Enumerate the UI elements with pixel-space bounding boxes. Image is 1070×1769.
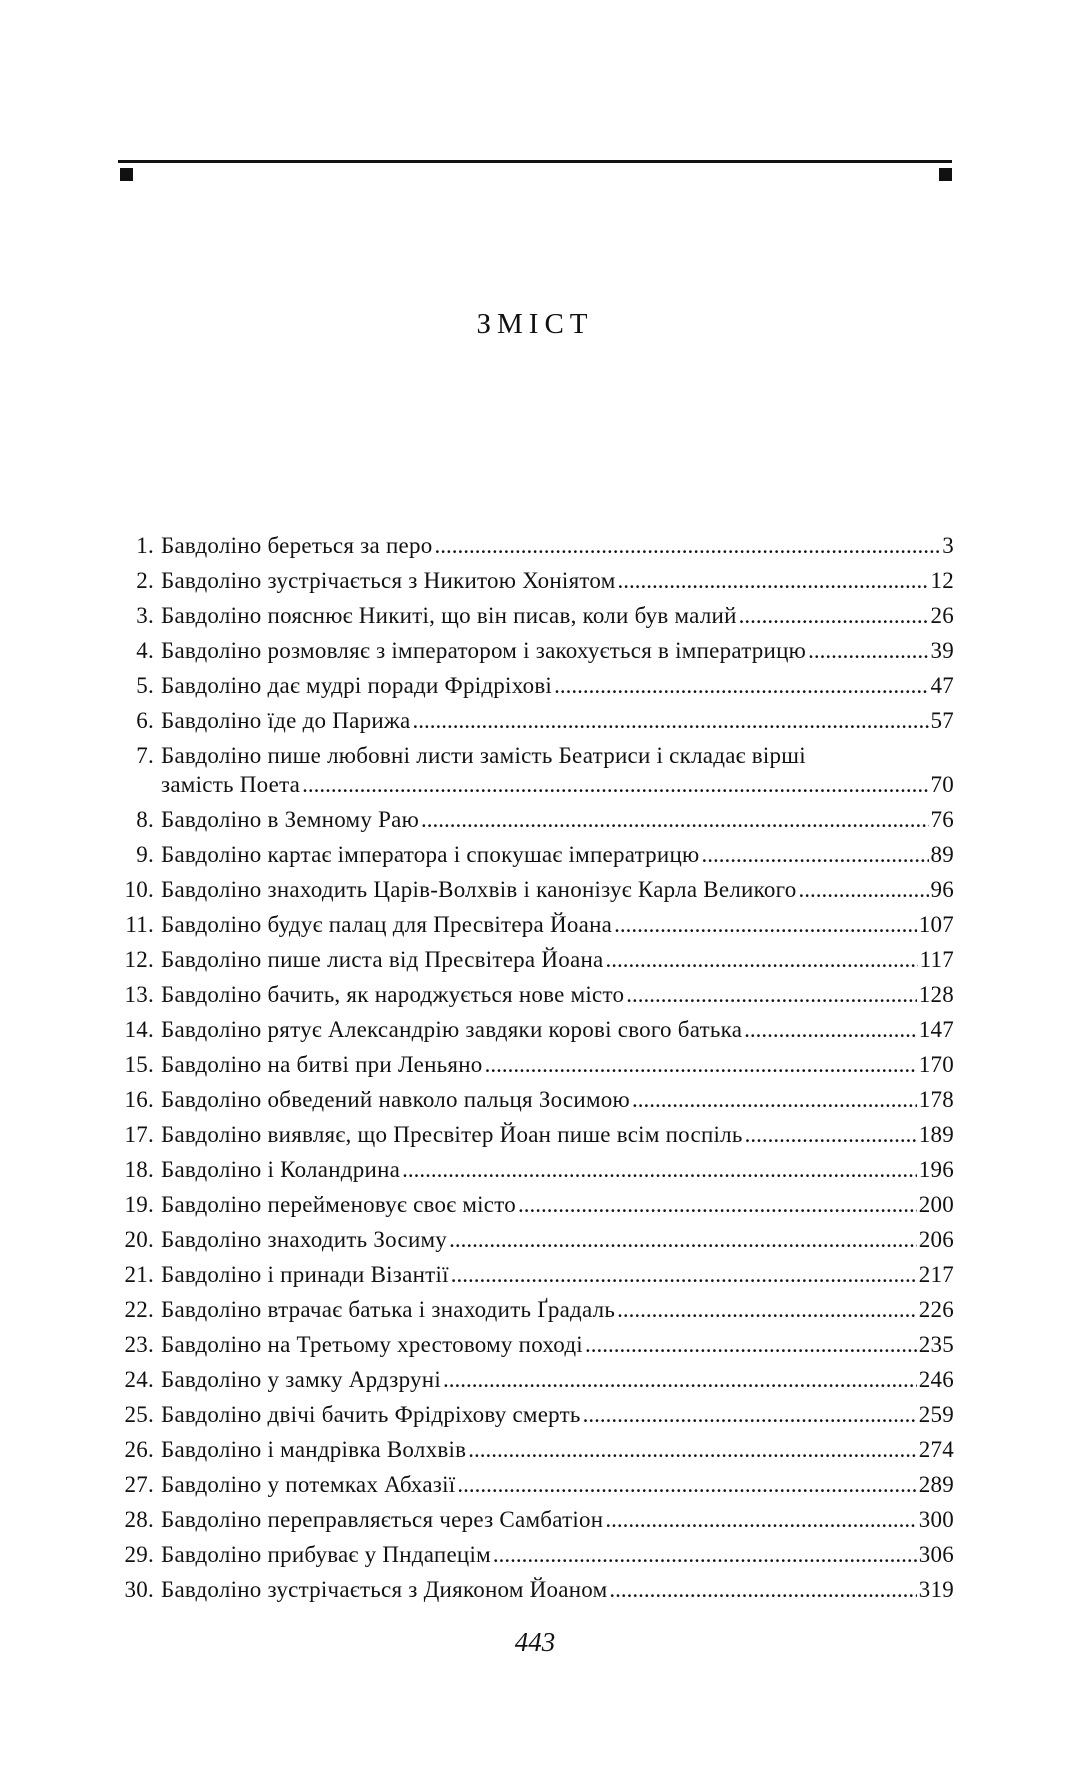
toc-entry-line	[161, 910, 954, 939]
toc-entry-number: 8.	[136, 807, 154, 832]
toc-entry	[118, 945, 954, 974]
toc-entry-body	[161, 1295, 954, 1324]
toc-dot-leader	[808, 636, 928, 665]
toc-entry-title: Бавдоліно береться за перо	[161, 533, 433, 558]
toc-entry-title: Бавдоліно рятує Александрію завдяки корові свого батька	[161, 1017, 743, 1042]
toc-entry-body	[161, 706, 954, 735]
toc-entry-line	[161, 1050, 954, 1079]
toc-entry-body	[161, 566, 954, 595]
toc-entry-body	[161, 1260, 954, 1289]
toc-entry-number: 4.	[136, 638, 154, 663]
toc-dot-leader	[632, 1085, 917, 1114]
toc-entry-page: 26	[930, 603, 954, 628]
toc-entry-line	[161, 1085, 954, 1114]
toc-dot-leader	[451, 1260, 917, 1289]
toc-entry-title: Бавдоліно пише любовні листи замість Беатриси і складає вірші	[161, 743, 806, 768]
toc-entry-page: 200	[918, 1192, 954, 1217]
toc-dot-leader	[609, 1575, 916, 1604]
toc-entry-page: 147	[918, 1017, 954, 1042]
toc-entry-line	[161, 706, 954, 735]
toc-entry-number: 18.	[124, 1157, 154, 1182]
toc-entry-page: 3	[942, 533, 954, 558]
toc-entry	[118, 1015, 954, 1044]
toc-entry-body	[161, 1015, 954, 1044]
toc-entry-page: 217	[918, 1262, 954, 1287]
toc-entry-title: Бавдоліно в Земному Раю	[161, 807, 420, 832]
toc-entry-title: Бавдоліно бачить, як народжується нове місто	[161, 982, 625, 1007]
toc-entry-body	[161, 671, 954, 700]
toc-entry-number: 20.	[124, 1227, 154, 1252]
toc-entry-page: 289	[918, 1472, 954, 1497]
toc-entry-page: 107	[918, 912, 954, 937]
toc-entry-page: 206	[918, 1227, 954, 1252]
toc-entry-number: 5.	[136, 673, 154, 698]
toc-entry-page: 128	[918, 982, 954, 1007]
toc-entry-page: 12	[930, 568, 954, 593]
toc-entry	[118, 671, 954, 700]
toc-entry-number: 14.	[124, 1017, 154, 1042]
toc-dot-leader	[798, 875, 928, 904]
toc-entry-page: 117	[919, 947, 954, 972]
toc-entry-line	[161, 770, 954, 799]
toc-entry-body	[161, 1575, 954, 1604]
toc-entry-title: замість Поета	[161, 772, 301, 797]
toc-entry	[118, 1190, 954, 1219]
toc-entry	[118, 840, 954, 869]
toc-entry-line	[161, 1120, 954, 1149]
toc-entry	[118, 1225, 954, 1254]
toc-entry	[118, 706, 954, 735]
toc-entry-body	[161, 1365, 954, 1394]
toc-entry-line	[161, 1295, 954, 1324]
toc-entry-line	[161, 1435, 954, 1464]
toc-entry-title: Бавдоліно втрачає батька і знаходить Ґрадаль	[161, 1297, 616, 1322]
toc-entry-number: 6.	[136, 708, 154, 733]
toc-entry	[118, 601, 954, 630]
toc-entry-number: 22.	[124, 1297, 154, 1322]
toc-entry-line	[161, 566, 954, 595]
toc-dot-leader	[605, 945, 917, 974]
toc-entry-body	[161, 910, 954, 939]
toc-entry-page: 235	[918, 1332, 954, 1357]
toc-entry-number: 21.	[124, 1262, 154, 1287]
toc-entry-title: Бавдоліно зустрічається з Дияконом Йоаном	[161, 1577, 608, 1602]
toc-entry-body	[161, 741, 954, 799]
toc-entry	[118, 566, 954, 595]
toc-entry-line	[161, 1575, 954, 1604]
toc-dot-leader	[457, 1470, 916, 1499]
toc-entry-number: 15.	[124, 1052, 154, 1077]
toc-entry-body	[161, 531, 954, 560]
toc-entry-body	[161, 601, 954, 630]
toc-dot-leader	[413, 706, 929, 735]
toc-entry-title: Бавдоліно картає імператора і спокушає імператрицю	[161, 842, 700, 867]
toc-entry-page: 70	[930, 772, 954, 797]
toc-entry-page: 246	[918, 1367, 954, 1392]
toc-entry-number: 27.	[124, 1472, 154, 1497]
toc-entry-page: 178	[918, 1087, 954, 1112]
toc-entry-number: 1.	[136, 533, 154, 558]
toc-entry-title: Бавдоліно зустрічається з Никитою Хоніятом	[161, 568, 616, 593]
toc-entry	[118, 1435, 954, 1464]
toc-entry-body	[161, 1190, 954, 1219]
toc-entry-title: Бавдоліно перейменовує своє місто	[161, 1192, 517, 1217]
toc-entry-title: Бавдоліно пояснює Никиті, що він писав, коли був малий	[161, 603, 737, 628]
toc-entry-number: 26.	[124, 1437, 154, 1462]
toc-dot-leader	[605, 1505, 916, 1534]
toc-entry-page: 306	[918, 1542, 954, 1567]
toc-entry-title: Бавдоліно двічі бачить Фрідріхову смерть	[161, 1402, 581, 1427]
toc-entry-line	[161, 1505, 954, 1534]
toc-entry-line	[161, 945, 954, 974]
toc-entry-page: 259	[918, 1402, 954, 1427]
toc-entry-body	[161, 1400, 954, 1429]
toc-entry-title: Бавдоліно обведений навколо пальця Зосимою	[161, 1087, 630, 1112]
toc-entry-number: 17.	[124, 1122, 154, 1147]
toc-entry-number: 25.	[124, 1402, 154, 1427]
toc-entry-body	[161, 1120, 954, 1149]
toc-entry-body	[161, 980, 954, 1009]
toc-entry-line	[161, 531, 954, 560]
toc-entry-number: 11.	[125, 912, 154, 937]
toc-entry-body	[161, 1435, 954, 1464]
toc-dot-leader	[449, 1225, 917, 1254]
toc-dot-leader	[434, 531, 940, 560]
toc-entry-number: 30.	[124, 1577, 154, 1602]
toc-entry-number: 23.	[124, 1332, 154, 1357]
toc-entry-line	[161, 741, 954, 770]
toc-entry	[118, 1330, 954, 1359]
toc-dot-leader	[739, 601, 929, 630]
toc-entry	[118, 910, 954, 939]
toc-entry-title: Бавдоліно виявляє, що Пресвітер Йоан пише всім поспіль	[161, 1122, 743, 1147]
toc-entry-page: 47	[930, 673, 954, 698]
toc-entry-page: 57	[930, 708, 954, 733]
toc-dot-leader	[421, 805, 928, 834]
toc-entry	[118, 1540, 954, 1569]
toc-entry	[118, 636, 954, 665]
toc-dot-leader	[554, 671, 928, 700]
toc-entry-page: 196	[918, 1157, 954, 1182]
toc-entry-page: 300	[918, 1507, 954, 1532]
toc-entry-title: Бавдоліно пише листа від Пресвітера Йоана	[161, 947, 604, 972]
header-corner-square-right	[939, 168, 952, 181]
toc-entry	[118, 1120, 954, 1149]
toc-dot-leader	[626, 980, 917, 1009]
toc-entry-line	[161, 875, 954, 904]
toc-entry-page: 319	[918, 1577, 954, 1602]
toc-entry-body	[161, 1505, 954, 1534]
toc-entry-body	[161, 840, 954, 869]
toc-entry-body	[161, 1155, 954, 1184]
toc-entry-line	[161, 805, 954, 834]
toc-entry-title: Бавдоліно переправляється через Самбатіон	[161, 1507, 604, 1532]
page-number: 443	[514, 1627, 556, 1657]
toc-entry	[118, 875, 954, 904]
toc-entry-number: 29.	[124, 1542, 154, 1567]
toc-entry-body	[161, 875, 954, 904]
toc-dot-leader	[745, 1120, 917, 1149]
toc-entry	[118, 980, 954, 1009]
toc-entry-page: 226	[918, 1297, 954, 1322]
toc-entry-number: 9.	[136, 842, 154, 867]
toc-entry-line	[161, 840, 954, 869]
toc-entry-line	[161, 1190, 954, 1219]
toc-entry-page: 39	[930, 638, 954, 663]
toc-entry-title: Бавдоліно знаходить Царів-Волхвів і канонізує Карла Великого	[161, 877, 797, 902]
toc-entry-title: Бавдоліно у замку Ардзруні	[161, 1367, 441, 1392]
toc-entry-body	[161, 636, 954, 665]
toc-entry	[118, 1505, 954, 1534]
toc-entry	[118, 1085, 954, 1114]
toc-entry-body	[161, 805, 954, 834]
toc-entry-title: Бавдоліно на битві при Леньяно	[161, 1052, 483, 1077]
table-of-contents	[118, 531, 954, 1610]
toc-entry-title: Бавдоліно знаходить Зосиму	[161, 1227, 448, 1252]
toc-entry	[118, 1155, 954, 1184]
toc-entry-line	[161, 1015, 954, 1044]
toc-entry-title: Бавдоліно прибуває у Пндапецім	[161, 1542, 491, 1567]
toc-entry	[118, 1470, 954, 1499]
toc-entry-title: Бавдоліно і мандрівка Волхвів	[161, 1437, 467, 1462]
toc-dot-leader	[302, 770, 928, 799]
toc-entry-number: 12.	[124, 947, 154, 972]
toc-entry	[118, 805, 954, 834]
toc-entry	[118, 1400, 954, 1429]
toc-dot-leader	[614, 910, 917, 939]
toc-dot-leader	[518, 1190, 917, 1219]
toc-entry-line	[161, 1260, 954, 1289]
toc-entry-page: 96	[930, 877, 954, 902]
toc-entry-number: 7.	[136, 743, 154, 768]
toc-entry-title: Бавдоліно їде до Парижа	[161, 708, 411, 733]
toc-entry-line	[161, 1225, 954, 1254]
toc-entry-page: 76	[930, 807, 954, 832]
toc-dot-leader	[618, 566, 929, 595]
toc-entry-body	[161, 945, 954, 974]
toc-entry-line	[161, 980, 954, 1009]
toc-entry-line	[161, 1400, 954, 1429]
header-rule	[118, 160, 952, 163]
toc-dot-leader	[583, 1400, 917, 1429]
toc-entry-title: Бавдоліно розмовляє з імператором і закохується в імператрицю	[161, 638, 807, 663]
header-corner-square-left	[120, 168, 133, 181]
toc-entry-number: 2.	[136, 568, 154, 593]
toc-entry-number: 3.	[136, 603, 154, 628]
toc-entry	[118, 1365, 954, 1394]
toc-entry-page: 189	[918, 1122, 954, 1147]
toc-entry	[118, 741, 954, 799]
toc-entry-line	[161, 1470, 954, 1499]
toc-entry-body	[161, 1470, 954, 1499]
toc-dot-leader	[744, 1015, 917, 1044]
toc-entry-page: 274	[918, 1437, 954, 1462]
toc-entry-number: 13.	[124, 982, 154, 1007]
toc-entry-line	[161, 1365, 954, 1394]
toc-entry-number: 19.	[124, 1192, 154, 1217]
toc-dot-leader	[485, 1050, 917, 1079]
toc-entry-line	[161, 636, 954, 665]
toc-entry-title: Бавдоліно і принади Візантії	[161, 1262, 449, 1287]
toc-dot-leader	[585, 1330, 917, 1359]
toc-entry-line	[161, 1155, 954, 1184]
toc-entry	[118, 1575, 954, 1604]
toc-entry-body	[161, 1050, 954, 1079]
toc-dot-leader	[402, 1155, 917, 1184]
page-title: ЗМІСТ	[476, 308, 594, 340]
toc-dot-leader	[443, 1365, 917, 1394]
toc-entry	[118, 1295, 954, 1324]
toc-dot-leader	[468, 1435, 917, 1464]
toc-entry	[118, 1260, 954, 1289]
toc-entry-body	[161, 1540, 954, 1569]
toc-dot-leader	[701, 840, 928, 869]
toc-entry	[118, 1050, 954, 1079]
toc-entry-title: Бавдоліно у потемках Абхазії	[161, 1472, 456, 1497]
toc-entry-page: 89	[930, 842, 954, 867]
toc-entry-line	[161, 671, 954, 700]
toc-entry-body	[161, 1085, 954, 1114]
toc-entry-title: Бавдоліно на Третьому хрестовому поході	[161, 1332, 583, 1357]
toc-entry-title: Бавдоліно дає мудрі поради Фрідріхові	[161, 673, 553, 698]
toc-dot-leader	[617, 1295, 917, 1324]
toc-entry-title: Бавдоліно і Коландрина	[161, 1157, 401, 1182]
toc-entry-line	[161, 1540, 954, 1569]
toc-entry-number: 16.	[124, 1087, 154, 1112]
toc-entry-title: Бавдоліно будує палац для Пресвітера Йоана	[161, 912, 613, 937]
toc-entry-line	[161, 1330, 954, 1359]
toc-entry-number: 10.	[124, 877, 154, 902]
toc-entry-body	[161, 1330, 954, 1359]
toc-entry-page: 170	[918, 1052, 954, 1077]
toc-entry-number: 28.	[124, 1507, 154, 1532]
toc-dot-leader	[493, 1540, 917, 1569]
toc-entry-body	[161, 1225, 954, 1254]
toc-entry-line	[161, 601, 954, 630]
toc-entry	[118, 531, 954, 560]
toc-entry-number: 24.	[124, 1367, 154, 1392]
